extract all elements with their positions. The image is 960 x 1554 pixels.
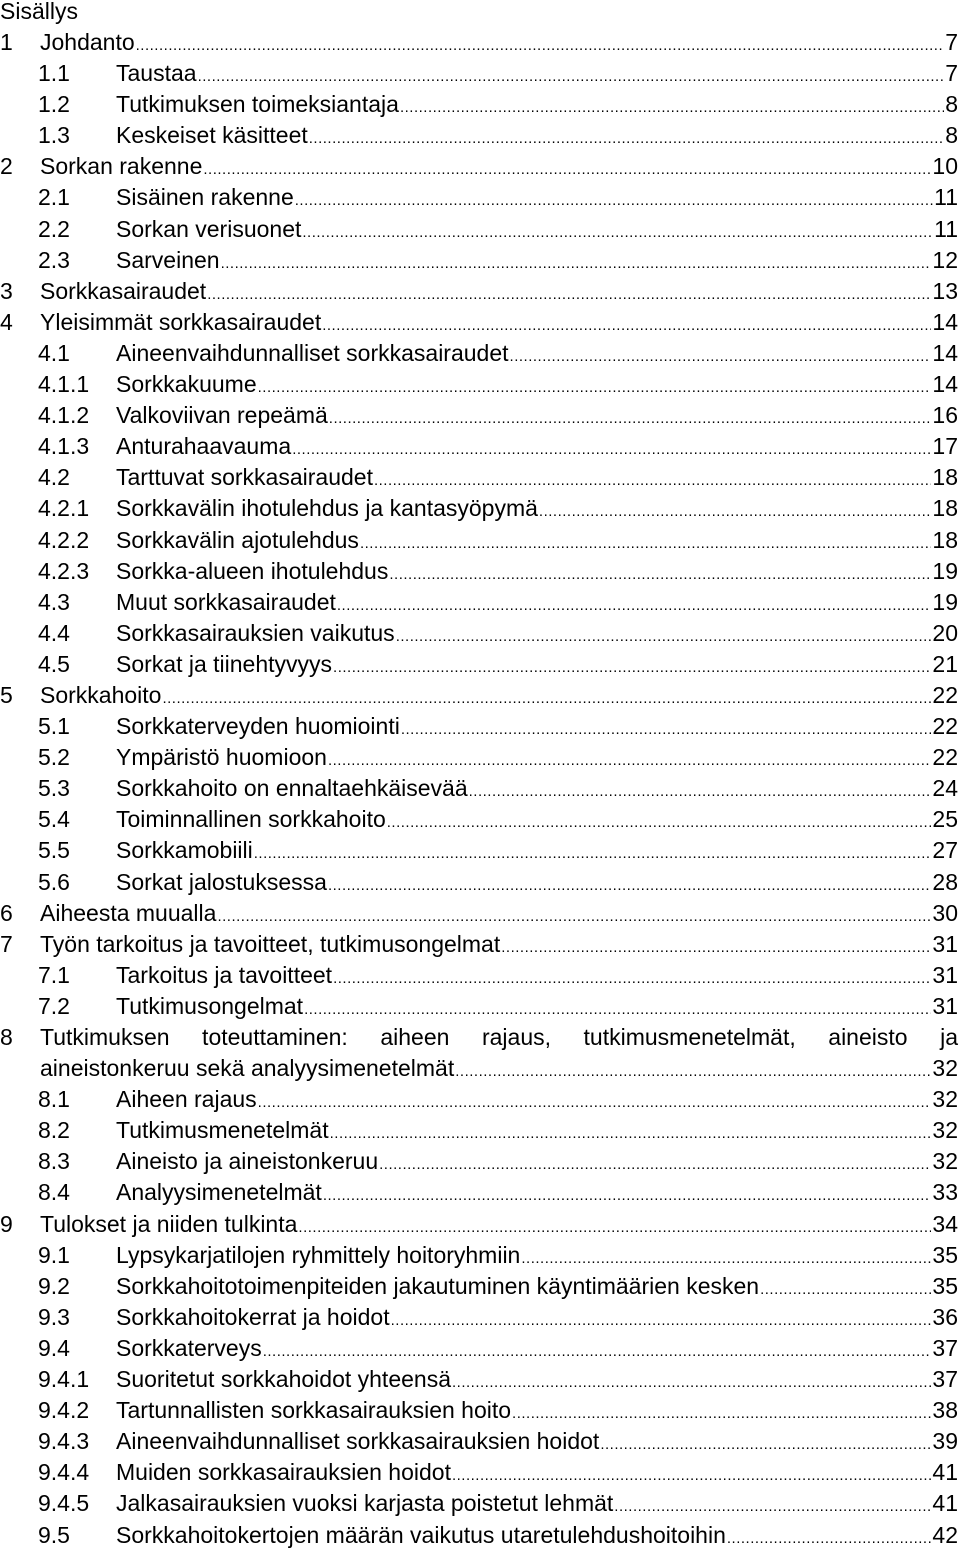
- toc-entry[interactable]: [0, 1488, 958, 1519]
- toc-entry-number: 1.3: [38, 122, 70, 149]
- toc-entry[interactable]: [0, 1115, 958, 1146]
- toc-entry-number: 3: [0, 277, 13, 304]
- toc-entry-title: Työn tarkoitus ja tavoitteet, tutkimusongelmat: [40, 930, 501, 957]
- toc-entry-page: 25: [932, 806, 958, 833]
- toc-entry-page: 16: [932, 402, 958, 429]
- toc-entry-page: 22: [932, 744, 958, 771]
- toc-entry-number: 4.2: [38, 464, 70, 491]
- toc-entry[interactable]: [0, 182, 958, 213]
- dot-leader: [309, 123, 944, 154]
- dot-leader: [469, 776, 932, 807]
- toc-entry-number: 1.1: [38, 60, 70, 87]
- toc-entry-number: 9.4.3: [38, 1428, 90, 1455]
- toc-entry-number: 4.1.1: [38, 371, 90, 398]
- toc-entry-number: 4.2.2: [38, 526, 90, 553]
- toc-entry[interactable]: [0, 1022, 958, 1084]
- toc-entry-number: 8.3: [38, 1148, 70, 1175]
- toc-entry-number: 7: [0, 930, 13, 957]
- toc-entry-page: 24: [932, 775, 958, 802]
- toc-entry-page: 31: [932, 992, 958, 1019]
- toc-entry-title: Muut sorkkasairaudet: [116, 588, 336, 615]
- dot-leader: [304, 994, 931, 1025]
- dot-leader: [254, 838, 932, 869]
- toc-entry-page: 41: [932, 1459, 958, 1486]
- toc-entry[interactable]: [0, 369, 958, 400]
- toc-entry-title: Tarkoitus ja tavoitteet: [116, 961, 333, 988]
- toc-entry-title: Tutkimusmenetelmät: [116, 1117, 329, 1144]
- toc-entry[interactable]: [0, 1084, 958, 1115]
- toc-entry-page: 41: [932, 1490, 958, 1517]
- toc-entry-page: 14: [932, 371, 958, 398]
- dot-leader: [379, 1149, 931, 1180]
- toc-entry-number: 7.1: [38, 961, 70, 988]
- toc-entry-title: Tulokset ja niiden tulkinta: [40, 1210, 298, 1237]
- toc-entry-page: 7: [945, 60, 958, 87]
- toc-entry[interactable]: [0, 58, 958, 89]
- toc-entry[interactable]: [0, 742, 958, 773]
- toc-entry[interactable]: [0, 89, 958, 120]
- toc-entry-number: 4.1.2: [38, 402, 90, 429]
- toc-entry-title: Toiminnallinen sorkkahoito: [116, 806, 386, 833]
- table-of-contents: [0, 27, 958, 1551]
- toc-entry-number: 5.1: [38, 713, 70, 740]
- toc-entry-title: Johdanto: [40, 29, 135, 55]
- toc-entry-number: 8.1: [38, 1086, 70, 1113]
- toc-entry-number: 5.6: [38, 868, 70, 895]
- toc-title: Sisällys: [0, 0, 78, 24]
- toc-entry[interactable]: [0, 773, 958, 804]
- toc-entry-title: Aineenvaihdunnalliset sorkkasairaudet: [116, 339, 509, 366]
- toc-entry-title: Sorkan rakenne: [40, 153, 203, 180]
- dot-leader: [401, 714, 932, 745]
- toc-entry-title: Sorkkavälin ajotulehdus: [116, 526, 359, 553]
- toc-entry-title: Lypsykarjatilojen ryhmittely hoitoryhmiin: [116, 1241, 521, 1268]
- toc-entry[interactable]: [0, 120, 958, 151]
- toc-entry[interactable]: [0, 587, 958, 618]
- toc-entry-page: 39: [932, 1428, 958, 1455]
- toc-entry-page: 22: [932, 681, 958, 708]
- toc-entry-page: 19: [932, 557, 958, 584]
- toc-entry-title: Jalkasairauksien vuoksi karjasta poistetut lehmät: [116, 1490, 614, 1517]
- dot-leader: [387, 807, 932, 838]
- dot-leader: [727, 1523, 932, 1554]
- toc-entry[interactable]: [0, 1146, 958, 1177]
- dot-leader: [452, 1460, 931, 1491]
- toc-entry-number: 2.1: [38, 184, 70, 211]
- toc-entry-page: 18: [932, 495, 958, 522]
- toc-entry-title: Sorkkahoitotoimenpiteiden jakautuminen käyntimäärien kesken: [116, 1272, 760, 1299]
- dot-leader: [207, 279, 931, 310]
- toc-entry[interactable]: [0, 245, 958, 276]
- toc-entry-number: 2.2: [38, 215, 70, 242]
- toc-entry[interactable]: [0, 680, 958, 711]
- toc-entry-number: 9: [0, 1210, 13, 1237]
- toc-entry[interactable]: [0, 27, 958, 58]
- dot-leader: [136, 30, 945, 61]
- toc-entry-page: 32: [932, 1055, 958, 1082]
- toc-entry-page: 37: [932, 1334, 958, 1361]
- toc-entry[interactable]: [0, 1457, 958, 1488]
- dot-leader: [614, 1491, 931, 1522]
- toc-entry-page: 11: [934, 184, 958, 211]
- toc-entry-page: 18: [932, 464, 958, 491]
- dot-leader: [258, 1087, 932, 1118]
- dot-leader: [360, 528, 931, 559]
- toc-entry[interactable]: [0, 462, 958, 493]
- toc-entry-number: 9.3: [38, 1303, 70, 1330]
- toc-entry-number: 8.2: [38, 1117, 70, 1144]
- dot-leader: [162, 683, 931, 714]
- toc-entry-number: 5.3: [38, 775, 70, 802]
- toc-entry-title: Tutkimuksen toteuttaminen: aiheen rajaus, tutkimusmenetelmät, aineisto ja: [40, 1024, 958, 1050]
- toc-entry[interactable]: [0, 307, 958, 338]
- toc-entry-page: 8: [945, 91, 958, 118]
- toc-entry-number: 5: [0, 681, 13, 708]
- toc-entry-page: 21: [932, 650, 958, 677]
- toc-entry[interactable]: [0, 1209, 958, 1240]
- dot-leader: [396, 621, 932, 652]
- dot-leader: [600, 1429, 931, 1460]
- toc-entry-title: Tutkimuksen toimeksiantaja: [116, 91, 399, 118]
- toc-entry-title: Analyysimenetelmät: [116, 1179, 322, 1206]
- dot-leader: [391, 1305, 932, 1336]
- dot-leader: [258, 372, 932, 403]
- toc-entry-title: Tutkimusongelmat: [116, 992, 304, 1019]
- dot-leader: [521, 1243, 931, 1274]
- dot-leader: [337, 590, 932, 621]
- toc-entry-title: Yleisimmät sorkkasairaudet: [40, 308, 322, 335]
- toc-entry-title: Sorkat jalostuksessa: [116, 868, 327, 895]
- toc-entry-title: Sorkkavälin ihotulehdus ja kantasyöpymä: [116, 495, 538, 522]
- toc-entry-page: 42: [932, 1521, 958, 1548]
- toc-entry[interactable]: [0, 1302, 958, 1333]
- toc-entry-page: 20: [932, 619, 958, 646]
- toc-entry-page: 35: [932, 1241, 958, 1268]
- dot-leader: [455, 1056, 931, 1087]
- toc-entry-title: Sorkkasairaudet: [40, 277, 207, 304]
- toc-entry[interactable]: [0, 400, 958, 431]
- toc-entry-number: 6: [0, 899, 13, 926]
- toc-entry-title: Sorkkaterveys: [116, 1334, 262, 1361]
- toc-entry[interactable]: [0, 711, 958, 742]
- toc-entry-page: 32: [932, 1086, 958, 1113]
- toc-entry[interactable]: [0, 151, 958, 182]
- dot-leader: [510, 341, 932, 372]
- toc-entry-number: 4.2.3: [38, 557, 90, 584]
- toc-entry-number: 9.4.5: [38, 1490, 90, 1517]
- toc-entry-number: 9.2: [38, 1272, 70, 1299]
- toc-entry-title: Aiheesta muualla: [40, 899, 217, 926]
- toc-entry-page: 30: [932, 899, 958, 926]
- toc-entry-title: Ympäristö huomioon: [116, 744, 327, 771]
- toc-entry[interactable]: [0, 618, 958, 649]
- toc-entry-page: 13: [932, 277, 958, 304]
- toc-entry[interactable]: [0, 276, 958, 307]
- toc-entry-title: Sorkkahoito on ennaltaehkäisevää: [116, 775, 468, 802]
- toc-entry-page: 32: [932, 1117, 958, 1144]
- toc-entry-number: 4.3: [38, 588, 70, 615]
- toc-entry-page: 31: [932, 930, 958, 957]
- toc-entry[interactable]: [0, 1395, 958, 1426]
- toc-entry[interactable]: [0, 960, 958, 991]
- toc-entry-page: 19: [932, 588, 958, 615]
- dot-leader: [295, 185, 933, 216]
- toc-entry[interactable]: [0, 867, 958, 898]
- toc-entry-number: 8: [0, 1024, 13, 1050]
- dot-leader: [323, 1180, 932, 1211]
- toc-entry-number: 5.2: [38, 744, 70, 771]
- toc-entry-title: Anturahaavauma: [116, 433, 292, 460]
- toc-entry-number: 5.4: [38, 806, 70, 833]
- dot-leader: [328, 870, 931, 901]
- toc-entry-number: 4.5: [38, 650, 70, 677]
- toc-entry-page: 31: [932, 961, 958, 988]
- dot-leader: [263, 1336, 932, 1367]
- toc-entry-page: 14: [932, 339, 958, 366]
- toc-entry-page: 12: [932, 246, 958, 273]
- toc-entry[interactable]: [0, 338, 958, 369]
- toc-entry-number: 9.4: [38, 1334, 70, 1361]
- toc-entry-page: 36: [932, 1303, 958, 1330]
- toc-entry[interactable]: [0, 214, 958, 245]
- toc-entry-page: 27: [932, 837, 958, 864]
- toc-entry-number: 9.4.2: [38, 1397, 90, 1424]
- toc-entry-title: Aineenvaihdunnalliset sorkkasairauksien hoidot: [116, 1428, 600, 1455]
- toc-entry[interactable]: [0, 493, 958, 524]
- dot-leader: [400, 92, 944, 123]
- toc-entry-page: 34: [932, 1210, 958, 1237]
- toc-entry-title: Valkoviivan repeämä: [116, 402, 328, 429]
- toc-entry-page: 7: [945, 29, 958, 55]
- toc-entry-title: Tarttuvat sorkkasairaudet: [116, 464, 373, 491]
- dot-leader: [330, 1118, 932, 1149]
- toc-entry-page: 17: [932, 433, 958, 460]
- toc-entry[interactable]: [0, 929, 958, 960]
- toc-entry[interactable]: [0, 1271, 958, 1302]
- toc-entry-title: Sorkat ja tiinehtyvyys: [116, 650, 333, 677]
- toc-entry-title: Sorkka-alueen ihotulehdus: [116, 557, 389, 584]
- toc-entry-number: 5.5: [38, 837, 70, 864]
- dot-leader: [221, 248, 932, 279]
- toc-entry-number: 1: [0, 29, 13, 55]
- dot-leader: [329, 403, 932, 434]
- dot-leader: [452, 1367, 931, 1398]
- toc-entry-title: Keskeiset käsitteet: [116, 122, 308, 149]
- toc-entry-title: Tartunnallisten sorkkasairauksien hoito: [116, 1397, 512, 1424]
- toc-entry-number: 8.4: [38, 1179, 70, 1206]
- toc-entry-number: 4: [0, 308, 13, 335]
- dot-leader: [292, 434, 931, 465]
- dot-leader: [389, 559, 931, 590]
- toc-entry-number: 4.1.3: [38, 433, 90, 460]
- toc-entry[interactable]: [0, 649, 958, 680]
- dot-leader: [333, 652, 931, 683]
- dot-leader: [333, 963, 931, 994]
- toc-entry-page: 8: [945, 122, 958, 149]
- dot-leader: [501, 932, 931, 963]
- toc-entry-number: 4.2.1: [38, 495, 90, 522]
- toc-entry-page: 18: [932, 526, 958, 553]
- toc-entry-page: 38: [932, 1397, 958, 1424]
- dot-leader: [322, 310, 931, 341]
- toc-entry-title: Sarveinen: [116, 246, 220, 273]
- toc-entry[interactable]: [0, 898, 958, 929]
- toc-entry-number: 4.4: [38, 619, 70, 646]
- toc-entry-title: Taustaa: [116, 60, 197, 87]
- toc-entry[interactable]: [0, 525, 958, 556]
- toc-entry-title: Muiden sorkkasairauksien hoidot: [116, 1459, 451, 1486]
- dot-leader: [298, 1212, 931, 1243]
- toc-entry-number: 4.1: [38, 339, 70, 366]
- toc-entry-number: 1.2: [38, 91, 70, 118]
- toc-entry-number: 7.2: [38, 992, 70, 1019]
- toc-entry-number: 9.4.4: [38, 1459, 90, 1486]
- toc-entry-number: 2.3: [38, 246, 70, 273]
- dot-leader: [374, 465, 931, 496]
- toc-entry[interactable]: [0, 1426, 958, 1457]
- toc-entry-title: Sorkkahoitokertojen määrän vaikutus utaretulehdushoitoihin: [116, 1521, 726, 1548]
- toc-entry-title: Sorkkakuume: [116, 371, 257, 398]
- toc-entry[interactable]: [0, 556, 958, 587]
- toc-entry-page: 35: [932, 1272, 958, 1299]
- toc-entry[interactable]: [0, 431, 958, 462]
- dot-leader: [760, 1274, 931, 1305]
- toc-entry-title: Suoritetut sorkkahoidot yhteensä: [116, 1366, 451, 1393]
- dot-leader: [217, 901, 931, 932]
- toc-entry-page: 11: [934, 215, 958, 242]
- toc-entry-title-continued: aineistonkeruu sekä analyysimenetelmät: [40, 1055, 455, 1082]
- toc-entry[interactable]: [0, 1520, 958, 1551]
- toc-entry-number: 2: [0, 153, 13, 180]
- toc-entry-title: Aineisto ja aineistonkeruu: [116, 1148, 379, 1175]
- toc-entry[interactable]: [0, 1333, 958, 1364]
- toc-entry[interactable]: [0, 991, 958, 1022]
- dot-leader: [203, 154, 931, 185]
- toc-entry-title: Sorkkasairauksien vaikutus: [116, 619, 395, 646]
- toc-entry-page: 10: [932, 153, 958, 180]
- toc-entry-number: 9.5: [38, 1521, 70, 1548]
- dot-leader: [198, 61, 945, 92]
- toc-entry[interactable]: [0, 804, 958, 835]
- toc-entry-page: 32: [932, 1148, 958, 1175]
- toc-entry-number: 9.1: [38, 1241, 70, 1268]
- dot-leader: [512, 1398, 931, 1429]
- toc-entry-title: Aiheen rajaus: [116, 1086, 257, 1113]
- toc-entry[interactable]: [0, 835, 958, 866]
- toc-entry[interactable]: [0, 1240, 958, 1271]
- toc-entry-number: 9.4.1: [38, 1366, 90, 1393]
- toc-entry-page: 14: [932, 308, 958, 335]
- dot-leader: [539, 496, 932, 527]
- toc-entry-title: Sorkkahoitokerrat ja hoidot: [116, 1303, 390, 1330]
- toc-entry-title: Sorkkahoito: [40, 681, 162, 708]
- toc-entry-title: Sisäinen rakenne: [116, 184, 294, 211]
- toc-entry[interactable]: [0, 1364, 958, 1395]
- toc-entry-title: Sorkkamobiili: [116, 837, 253, 864]
- dot-leader: [328, 745, 931, 776]
- dot-leader: [302, 217, 933, 248]
- toc-entry-page: 22: [932, 713, 958, 740]
- toc-entry[interactable]: [0, 1177, 958, 1208]
- toc-entry-page: 28: [932, 868, 958, 895]
- toc-entry-page: 33: [932, 1179, 958, 1206]
- toc-entry-title: Sorkan verisuonet: [116, 215, 302, 242]
- toc-entry-page: 37: [932, 1366, 958, 1393]
- toc-entry-title: Sorkkaterveyden huomiointi: [116, 713, 400, 740]
